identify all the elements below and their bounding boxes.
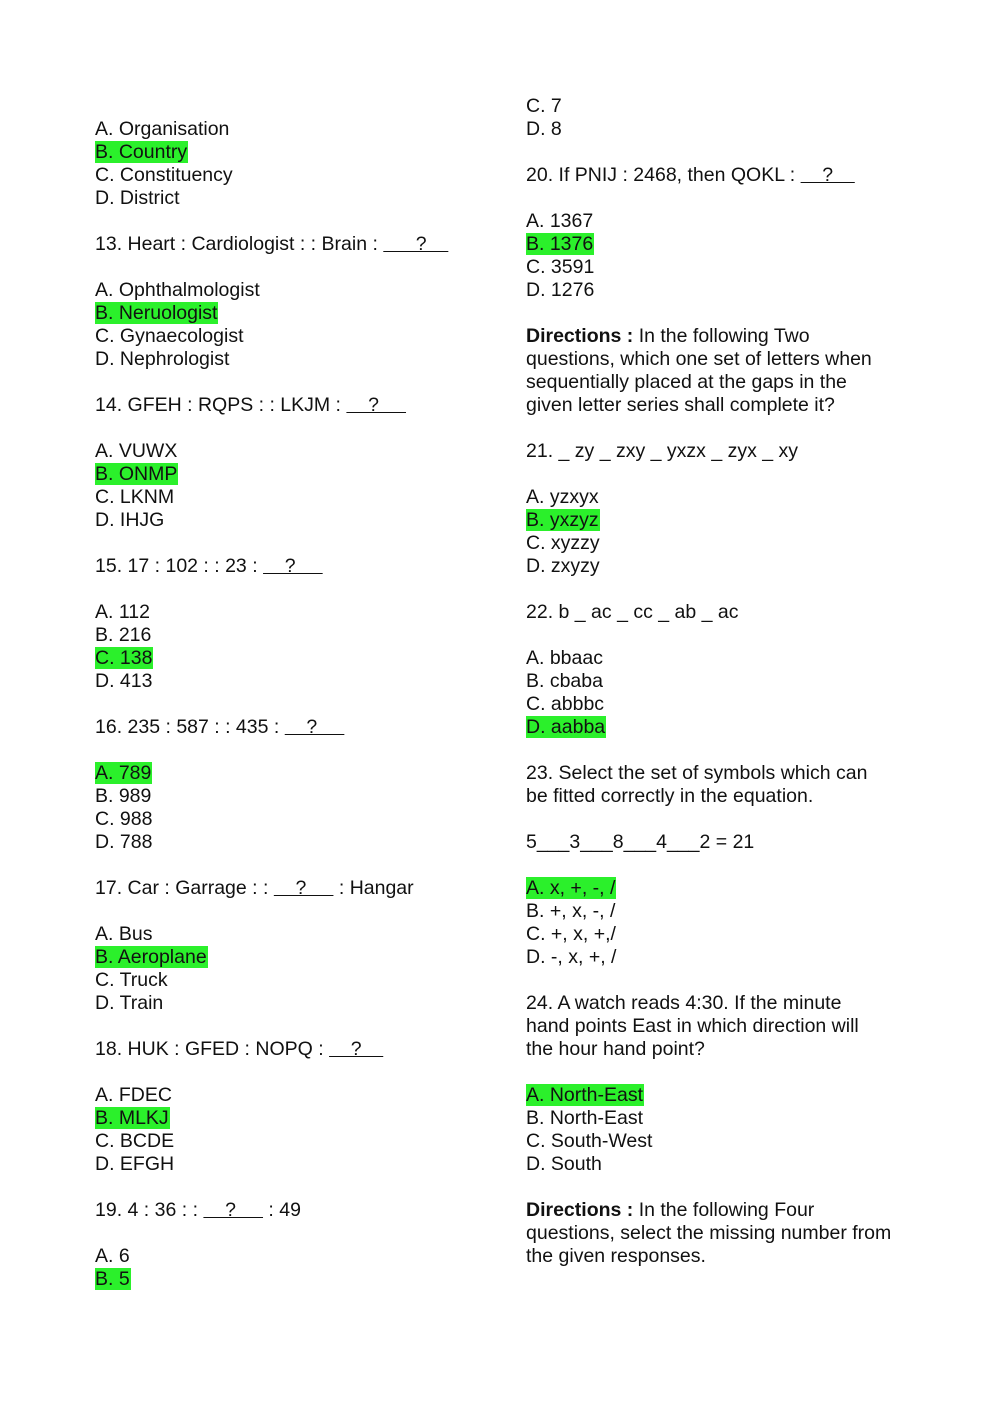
option-text: C. BCDE: [95, 1130, 175, 1152]
question-suffix: : Hangar: [333, 877, 414, 899]
answer-highlight: B. yxzyz: [526, 509, 599, 531]
question-14: [95, 394, 406, 417]
option-text: C. Gynaecologist: [95, 325, 244, 347]
question-text: 14. GFEH : RQPS : : LKJM :: [95, 394, 347, 416]
option-highlighted: [526, 877, 616, 900]
answer-highlight: B. 1376: [526, 233, 594, 255]
option-highlighted: [95, 1107, 170, 1130]
question-24-line: 24. A watch reads 4:30. If the minute: [526, 992, 842, 1014]
option-highlighted: [526, 1084, 644, 1107]
directions-text: In the following Two questions, which one set of letters when sequentially placed at the gaps in the given letter series shall complete it?: [526, 325, 872, 416]
option-text: C. xyzzy: [526, 532, 600, 554]
answer-blank: ?: [273, 877, 334, 899]
option-text: A. yzxyx: [526, 486, 599, 508]
option-text: D. Train: [95, 992, 164, 1014]
option-highlighted: [95, 302, 218, 325]
directions-text: In the following Four questions, select the missing number from the given responses.: [526, 1199, 892, 1267]
question-text: 13. Heart : Cardiologist : : Brain :: [95, 233, 384, 255]
option-text: C. LKNM: [95, 486, 175, 508]
answer-blank: ?: [329, 1038, 384, 1060]
option-highlighted: [95, 762, 152, 785]
option-highlighted: [95, 1268, 131, 1291]
directions-block: [526, 325, 896, 417]
option-highlighted: [526, 233, 594, 256]
question-21: 21. _ zy _ zxy _ yxzx _ zyx _ xy: [526, 440, 799, 462]
option-text: D. 788: [95, 831, 153, 853]
answer-highlight: B. MLKJ: [95, 1107, 169, 1129]
answer-highlight: A. 789: [95, 762, 152, 784]
answer-highlight: C. 138: [95, 647, 153, 669]
option-highlighted: [95, 946, 208, 969]
option-text: A. 1367: [526, 210, 594, 232]
answer-highlight: B. 5: [95, 1268, 130, 1290]
answer-blank: ?: [383, 233, 449, 255]
directions-block: [526, 1199, 896, 1268]
option-text: A. Bus: [95, 923, 153, 945]
option-text: D. 413: [95, 670, 153, 692]
directions-label: Directions :: [526, 1199, 634, 1221]
question-24-line: hand points East in which direction will: [526, 1015, 859, 1037]
option-text: D. EFGH: [95, 1153, 175, 1175]
question-18: [95, 1038, 383, 1061]
option-text: D. 8: [526, 118, 562, 140]
option-text: A. FDEC: [95, 1084, 172, 1106]
question-24-line: the hour hand point?: [526, 1038, 705, 1060]
option-text: D. -, x, +, /: [526, 946, 617, 968]
option-text: A. VUWX: [95, 440, 178, 462]
option-highlighted: [526, 716, 606, 739]
option-text: D. Nephrologist: [95, 348, 230, 370]
option-text: C. 3591: [526, 256, 595, 278]
answer-blank: ?: [346, 394, 407, 416]
question-text: 18. HUK : GFED : NOPQ :: [95, 1038, 330, 1060]
option-text: B. 989: [95, 785, 152, 807]
directions-label: Directions :: [526, 325, 634, 347]
option-text: C. 7: [526, 95, 562, 117]
option-text: B. cbaba: [526, 670, 603, 692]
question-19: [95, 1199, 301, 1222]
option-text: C. abbbc: [526, 693, 605, 715]
option-text: B. 216: [95, 624, 152, 646]
question-16: [95, 716, 344, 739]
option-text: C. Constituency: [95, 164, 233, 186]
option-text: D. 1276: [526, 279, 595, 301]
answer-highlight: A. North-East: [526, 1084, 644, 1106]
question-23-equation: 5___3___8___4___2 = 21: [526, 831, 755, 853]
answer-highlight: B. Neruologist: [95, 302, 218, 324]
question-text: 19. 4 : 36 : :: [95, 1199, 204, 1221]
answer-blank: ?: [800, 164, 855, 186]
option-text: D. IHJG: [95, 509, 165, 531]
option-text: B. North-East: [526, 1107, 644, 1129]
question-text: 17. Car : Garrage : :: [95, 877, 274, 899]
answer-highlight: D. aabba: [526, 716, 606, 738]
question-suffix: : 49: [263, 1199, 301, 1221]
question-15: [95, 555, 323, 578]
option-text: A. 6: [95, 1245, 130, 1267]
option-highlighted: [526, 509, 600, 532]
option-highlighted: [95, 463, 178, 486]
option-highlighted: [95, 141, 188, 164]
question-20: [526, 164, 855, 187]
option-text: C. 988: [95, 808, 153, 830]
option-text: C. +, x, +,/: [526, 923, 616, 945]
option-text: C. Truck: [95, 969, 168, 991]
option-text: C. South-West: [526, 1130, 653, 1152]
question-13: [95, 233, 448, 256]
question-text: 15. 17 : 102 : : 23 :: [95, 555, 264, 577]
option-text: D. zxyzy: [526, 555, 600, 577]
answer-highlight: B. Country: [95, 141, 188, 163]
option-highlighted: [95, 647, 153, 670]
answer-highlight: A. x, +, -, /: [526, 877, 616, 899]
question-22: 22. b _ ac _ cc _ ab _ ac: [526, 601, 739, 623]
question-text: 20. If PNIJ : 2468, then QOKL :: [526, 164, 801, 186]
answer-blank: ?: [263, 555, 323, 577]
question-23-line: 23. Select the set of symbols which can: [526, 762, 868, 784]
question-23-line: be fitted correctly in the equation.: [526, 785, 814, 807]
question-text: 16. 235 : 587 : : 435 :: [95, 716, 285, 738]
answer-blank: ?: [203, 1199, 264, 1221]
option-text: A. Organisation: [95, 118, 230, 140]
option-text: A. 112: [95, 601, 150, 623]
answer-blank: ?: [284, 716, 345, 738]
answer-highlight: B. ONMP: [95, 463, 178, 485]
answer-highlight: B. Aeroplane: [95, 946, 207, 968]
option-text: A. bbaac: [526, 647, 603, 669]
question-17: [95, 877, 414, 900]
option-text: D. District: [95, 187, 180, 209]
option-text: A. Ophthalmologist: [95, 279, 260, 301]
option-text: D. South: [526, 1153, 602, 1175]
option-text: B. +, x, -, /: [526, 900, 616, 922]
